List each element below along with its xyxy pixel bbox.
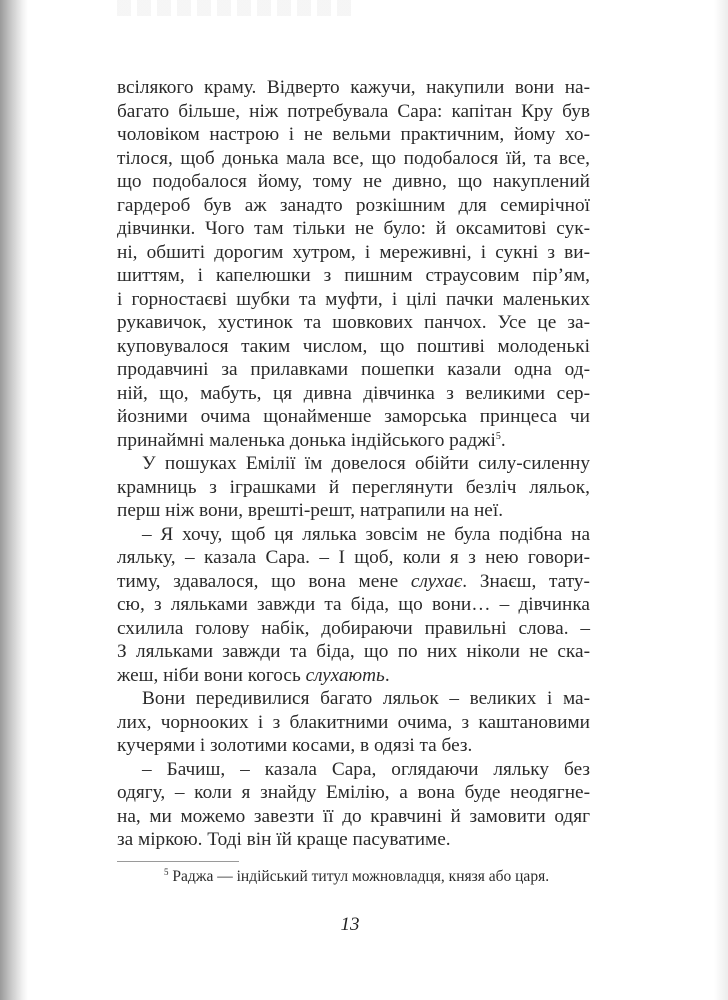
text-line bbox=[117, 382, 590, 406]
text-segment: чоловіком настрою і не вельми практичним, йому хо- bbox=[117, 124, 590, 145]
footnote-reference: 5 bbox=[495, 430, 501, 442]
text-segment: на, ми можемо завезти її до кравчині й замовити одяг bbox=[117, 805, 590, 827]
text-line bbox=[117, 499, 590, 523]
text-segment: що подобалося йому, тому не дивно, що накуплений bbox=[117, 171, 590, 192]
text-line bbox=[117, 335, 590, 359]
text-segment: рукавичок, хустинок та шовкових панчох. Усе це за- bbox=[117, 312, 590, 333]
text-segment: жеш, ніби вони когось bbox=[117, 664, 306, 686]
text-segment: за міркою. Тоді він їй краще пасуватиме. bbox=[117, 829, 451, 850]
text-segment: гардероб був аж занадто розкішним для семирічної bbox=[117, 194, 590, 216]
bleed-through-text bbox=[117, 0, 357, 16]
footnote-marker: 5 bbox=[164, 867, 169, 877]
page-gutter-shadow bbox=[0, 0, 28, 1000]
text-line bbox=[117, 711, 590, 735]
text-line bbox=[117, 828, 590, 852]
text-segment: ляльку, – казала Сара. – І щоб, коли я з нею говори- bbox=[117, 547, 590, 568]
text-segment: тілося, щоб донька мала все, що подобалося їй, та все, bbox=[117, 147, 590, 169]
text-line bbox=[117, 523, 590, 547]
text-segment: перш ніж вони, врешті-решт, натрапили на неї. bbox=[117, 500, 504, 521]
text-segment: У пошуках Емілії їм довелося обійти силу-силенну bbox=[142, 453, 590, 474]
text-segment: кучерями і золотими косами, в одязі та без. bbox=[117, 735, 473, 756]
footnote bbox=[164, 866, 549, 888]
text-line bbox=[117, 264, 590, 288]
text-line bbox=[117, 405, 590, 429]
text-line bbox=[117, 452, 590, 476]
text-line bbox=[117, 100, 590, 124]
text-line bbox=[117, 311, 590, 335]
text-segment: схилила голову набік, добираючи правильні слова. – bbox=[117, 617, 590, 639]
text-segment: крамниць з іграшками й переглянути безліч ляльок, bbox=[117, 476, 590, 498]
text-segment: шиттям, і капелюшки з пишним страусовим пір’ям, bbox=[117, 265, 590, 286]
text-segment: – Я хочу, щоб ця лялька зовсім не була подібна на bbox=[142, 523, 590, 545]
text-segment: всілякого краму. Відверто кажучи, накупили вони на- bbox=[117, 77, 590, 98]
text-segment: ні, обшиті дорогим хутром, і мереживні, і сукні з ви- bbox=[117, 241, 590, 263]
body-text bbox=[117, 76, 590, 852]
text-line bbox=[117, 758, 590, 782]
text-line bbox=[117, 546, 590, 570]
italic-text: слухають bbox=[305, 664, 385, 686]
text-segment: сю, з ляльками завжди та біда, що вони… – дівчинка bbox=[117, 594, 590, 615]
page-number: 13 bbox=[340, 914, 360, 935]
text-line bbox=[117, 288, 590, 312]
text-segment: ній, що, мабуть, ця дивна дівчинка з великими сер- bbox=[117, 382, 590, 404]
text-line bbox=[117, 734, 590, 758]
text-line bbox=[117, 194, 590, 218]
text-segment: лих, чорнооких і з блакитними очима, з каштановими bbox=[117, 711, 590, 733]
text-line bbox=[117, 241, 590, 265]
text-line bbox=[117, 147, 590, 171]
text-segment: . bbox=[500, 429, 506, 451]
text-line bbox=[117, 217, 590, 241]
text-segment: і горностаєві шубки та муфти, і цілі пачки маленьких bbox=[117, 288, 590, 310]
text-line bbox=[117, 617, 590, 641]
text-segment: З ляльками завжди та біда, що по них ніколи не ска- bbox=[117, 641, 590, 662]
text-segment: куповувалося таким числом, що поштиві молоденькі bbox=[117, 335, 590, 357]
text-line bbox=[117, 687, 590, 711]
text-segment: – Бачиш, – казала Сара, оглядаючи ляльку без bbox=[142, 758, 590, 780]
text-segment: . Знаєш, тату- bbox=[462, 570, 590, 592]
text-segment: тиму, здавалося, що вона мене bbox=[117, 570, 411, 592]
text-line bbox=[117, 664, 590, 688]
text-line bbox=[117, 640, 590, 664]
footnote-divider bbox=[117, 861, 239, 862]
text-line bbox=[117, 476, 590, 500]
text-line bbox=[117, 429, 590, 453]
text-segment: продавчині за прилавками пошепки казали одна од- bbox=[117, 359, 590, 380]
text-line bbox=[117, 805, 590, 829]
text-line bbox=[117, 593, 590, 617]
text-segment: одягу, – коли я знайду Емілію, а вона буде неодягне- bbox=[117, 782, 590, 803]
text-segment: йозними очима щонайменше заморська принцеса чи bbox=[117, 406, 590, 427]
page-edge-shadow bbox=[714, 0, 728, 1000]
text-segment: дівчинки. Чого там тільки не було: й оксамитові сук- bbox=[117, 218, 590, 239]
italic-text: слухає bbox=[410, 570, 463, 592]
text-line bbox=[117, 358, 590, 382]
text-segment: принаймні маленька донька індійського раджі bbox=[117, 429, 496, 451]
text-segment: багато більше, ніж потребувала Сара: капітан Кру був bbox=[117, 100, 590, 122]
footnote-text: Раджа — індійський титул можновладця, князя або царя. bbox=[168, 868, 550, 885]
text-line bbox=[117, 170, 590, 194]
text-line bbox=[117, 781, 590, 805]
text-line bbox=[117, 570, 590, 594]
text-segment: . bbox=[384, 664, 390, 686]
text-segment: Вони передивилися багато ляльок – великих і ма- bbox=[142, 688, 590, 709]
text-line bbox=[117, 76, 590, 100]
text-line bbox=[117, 123, 590, 147]
